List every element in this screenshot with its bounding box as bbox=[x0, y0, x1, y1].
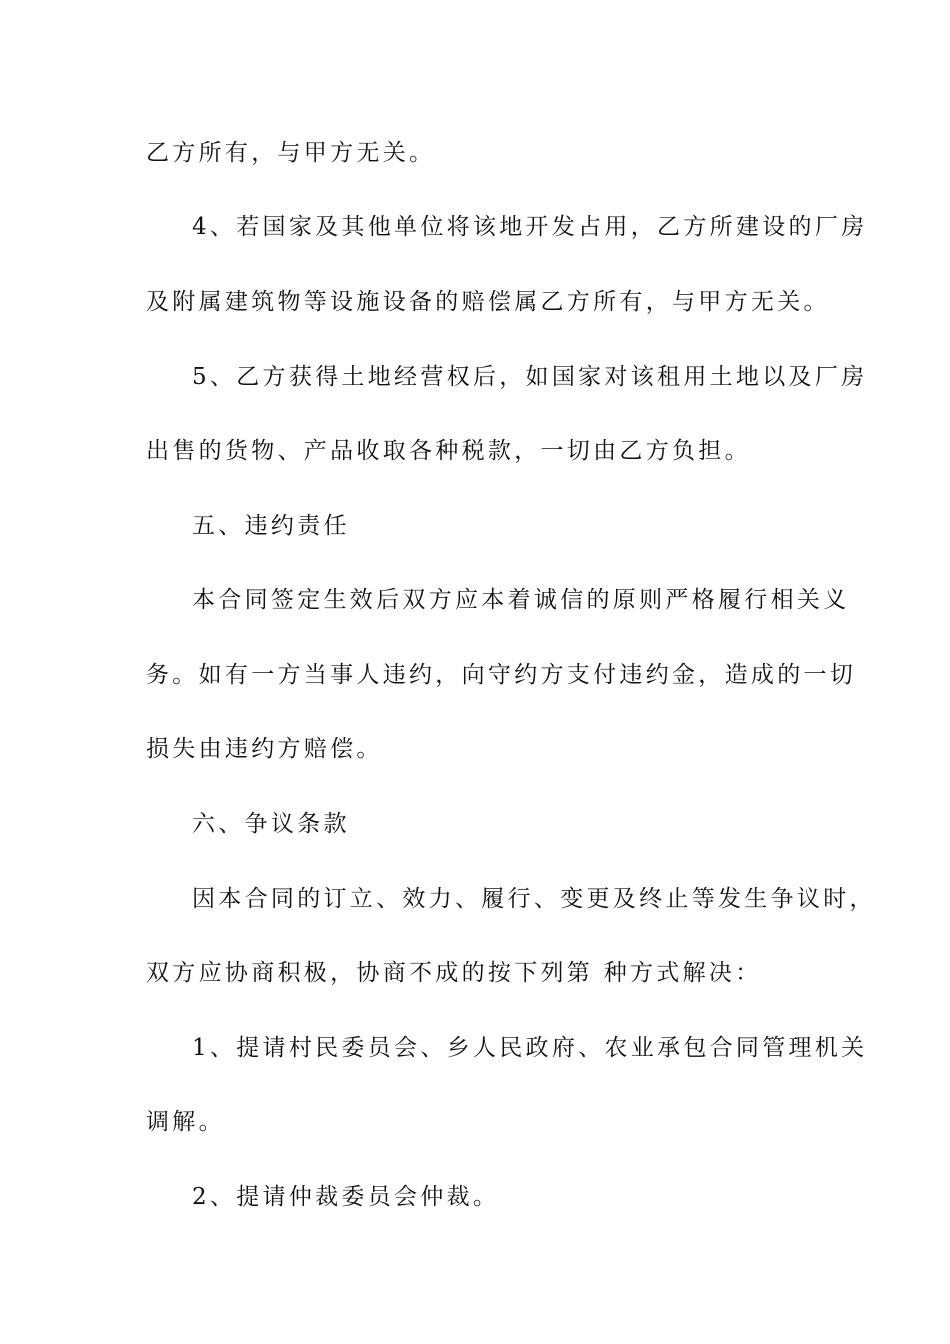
dispute-line-2: 双方应协商积极，协商不成的按下列第 种方式解决： bbox=[146, 960, 762, 986]
clause-4-line-2: 及附属建筑物等设施设备的赔偿属乙方所有，与甲方无关。 bbox=[146, 289, 830, 315]
dispute-line-1: 因本合同的订立、效力、履行、变更及终止等发生争议时， bbox=[192, 886, 876, 912]
resolution-1-line-2: 调解。 bbox=[146, 1109, 225, 1135]
breach-line-3: 损失由违约方赔偿。 bbox=[146, 736, 383, 762]
resolution-2-line: 2、提请仲裁委员会仲裁。 bbox=[192, 1184, 500, 1210]
clause-5-line-1: 5、乙方获得土地经营权后，如国家对该租用土地以及厂房 bbox=[192, 364, 868, 390]
section-heading-dispute: 六、争议条款 bbox=[192, 811, 350, 837]
breach-line-2: 务。如有一方当事人违约，向守约方支付违约金，造成的一切 bbox=[146, 662, 857, 688]
section-heading-breach: 五、违约责任 bbox=[192, 513, 350, 539]
clause-4-line-1: 4、若国家及其他单位将该地开发占用，乙方所建设的厂房 bbox=[192, 214, 868, 240]
clause-5-line-2: 出售的货物、产品收取各种税款，一切由乙方负担。 bbox=[146, 438, 751, 464]
paragraph-line: 乙方所有，与甲方无关。 bbox=[146, 140, 436, 166]
resolution-1-line-1: 1、提请村民委员会、乡人民政府、农业承包合同管理机关 bbox=[192, 1035, 868, 1061]
breach-line-1: 本合同签定生效后双方应本着诚信的原则严格履行相关义 bbox=[192, 587, 850, 613]
